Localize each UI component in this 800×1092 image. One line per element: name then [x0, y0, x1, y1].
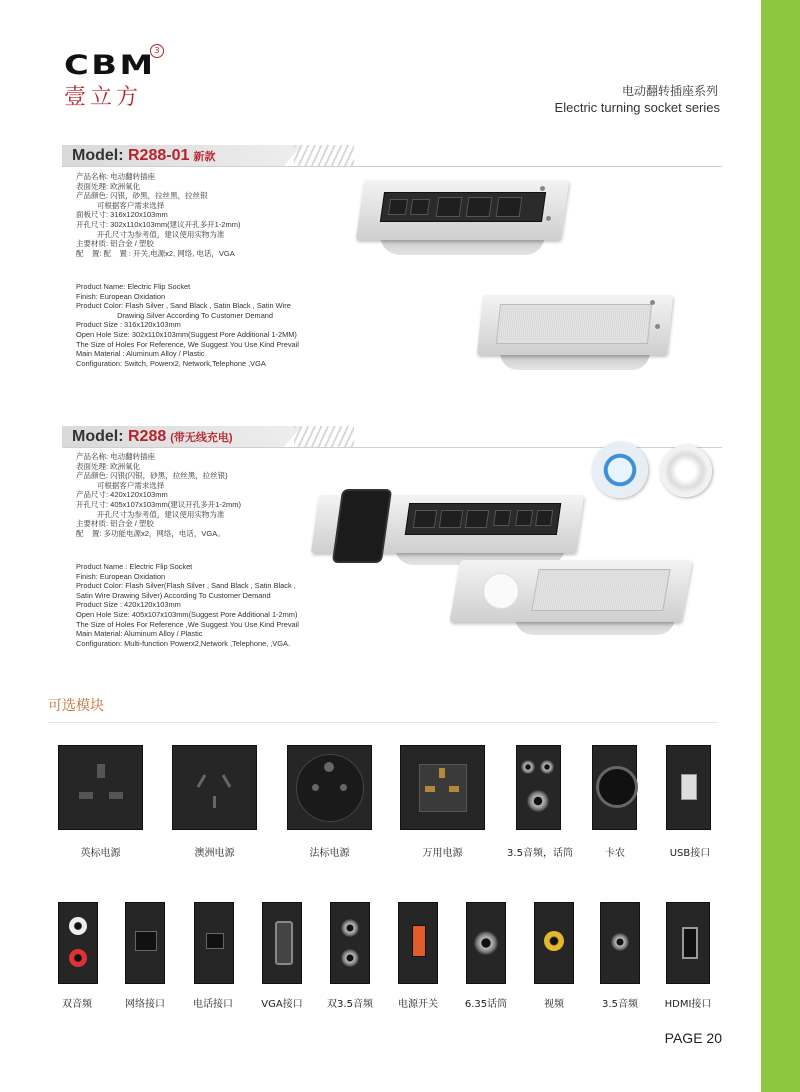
module-label: 6.35话筒	[464, 999, 508, 1010]
section-divider	[48, 722, 718, 723]
au-socket-icon	[172, 745, 257, 830]
module-635-mic	[466, 902, 506, 982]
audio-mic-jack-icon	[516, 745, 561, 830]
module-rca-dual	[58, 902, 98, 982]
module-label: 3.5音频	[602, 999, 638, 1010]
spec-cn: 产品名称: 电动翻转插座 表面处理: 欧洲氧化 产品颜色: 闪银(闪银，砂黑，拉丝黑，拉丝银) 可根据客户需求选择 产品尺寸: 420x120x103mm 开孔尺寸: 405x107x103mm(建议开孔多开1-2mm) 开孔尺寸为参考值，建议使用实物为准 主要材质: 铝合金 / 塑胶 配 置: 多功能电源x2，网络，电话，VGA。	[76, 452, 242, 538]
model-title	[72, 428, 233, 446]
model-title	[72, 147, 215, 165]
module-label: 英标电源	[80, 848, 121, 859]
vga-icon	[262, 902, 302, 984]
logo-cn: 壹立方	[64, 85, 143, 110]
product-image-closed	[480, 290, 680, 385]
modules-section-title: 可选模块	[48, 698, 104, 714]
page-number: PAGE 20	[664, 1030, 722, 1046]
module-power-switch	[398, 902, 438, 982]
35-audio-icon	[600, 902, 640, 984]
module-fr-socket	[287, 745, 372, 830]
rj45-icon	[125, 902, 165, 984]
module-label: 视频	[544, 999, 564, 1010]
model-tag: (带无线充电)	[170, 432, 233, 444]
module-label: HDMI接口	[664, 999, 712, 1010]
module-label: 电话接口	[193, 999, 233, 1010]
side-accent-bar	[761, 0, 800, 1092]
module-universal-socket	[400, 745, 485, 830]
module-label: 万用电源	[422, 848, 463, 859]
model-stripes	[294, 145, 354, 167]
rca-dual-icon	[58, 902, 98, 984]
module-xlr	[592, 745, 637, 830]
module-uk-socket	[58, 745, 143, 830]
logo-mark: 3	[150, 44, 164, 58]
model-code: R288	[128, 428, 167, 445]
module-label: VGA接口	[261, 999, 303, 1010]
series-title-en: Electric turning socket series	[554, 100, 720, 115]
universal-socket-icon	[400, 745, 485, 830]
wireless-charger-bottom-image	[660, 445, 715, 500]
hdmi-icon	[666, 902, 710, 984]
module-label: 3.5音频，话筒	[507, 848, 573, 859]
model-code: R288-01	[128, 147, 190, 164]
module-usb	[666, 745, 711, 830]
power-switch-icon	[398, 902, 438, 984]
model-prefix: Model:	[72, 428, 128, 445]
divider	[62, 166, 722, 167]
module-video-rca	[534, 902, 574, 982]
product-image-closed-wireless	[455, 555, 695, 655]
model-prefix: Model:	[72, 147, 128, 164]
module-dual-35-audio	[330, 902, 370, 982]
model-header-r288-01	[62, 145, 722, 167]
module-rj11	[194, 902, 234, 982]
brand-logo	[62, 46, 172, 110]
module-label: 澳洲电源	[194, 848, 235, 859]
module-label: 网络接口	[125, 999, 165, 1010]
spec-cn: 产品名称: 电动翻转插座 表面处理: 欧洲氧化 产品颜色: 闪银，砂黑，拉丝黑，拉丝银 可根据客户需求选择 面板尺寸: 316x120x103mm 开孔尺寸: 302x110x103mm(建议开孔多开1-2mm) 开孔尺寸为参考值，建议使用实物为准 主要材质: 铝合金 / 塑胶 配 置: 配 置 : 开关,电源x2, 网络, 电话，VGA	[76, 172, 241, 258]
uk-socket-icon	[58, 745, 143, 830]
module-label: 双音频	[62, 999, 92, 1010]
usb-icon	[666, 745, 711, 830]
module-35-audio	[600, 902, 640, 982]
module-vga	[262, 902, 302, 982]
product-image-open	[360, 170, 570, 280]
model-tag: 新款	[193, 151, 216, 163]
module-label: 双3.5音频	[327, 999, 373, 1010]
module-label: 卡农	[605, 848, 625, 859]
video-rca-icon	[534, 902, 574, 984]
module-rj45	[125, 902, 165, 982]
spec-en: Product Name : Electric Flip Socket Finish: European Oxidation Product Color: Flash Silver(Flash Silver , Sand Black , Satin Black , Satin Wire Drawing Silver) According To Customer Demand Product Size : 420x120x103mm Open Hole Size: 405x107x103mm(Suggest Pore Additional 1-2mm) The Size of Holes For Reference ,We Suggest You Use Kind Prevail Main Material: Aluminum Alloy / Plastic Configuration: Multi-function Powerx2,Network ,Telephone, ,VGA.	[76, 562, 299, 648]
module-au-socket	[172, 745, 257, 830]
module-label: 法标电源	[309, 848, 350, 859]
wireless-charger-module-image	[592, 442, 652, 502]
module-label: 电源开关	[398, 999, 438, 1010]
module-label: USB接口	[669, 848, 711, 859]
fr-socket-icon	[287, 745, 372, 830]
xlr-icon	[592, 745, 637, 830]
spec-en: Product Name: Electric Flip Socket Finish: European Oxidation Product Color: Flash Silver , Sand Black , Satin Black , Satin Wire Drawing Silver According To Customer Demand Product Size : 316x120x103mm Open Hole Size: 302x110x103mm(Suggest Pore Additional 1-2MM) The Size of Holes For Reference, We Suggest You Use Kind Prevail Main Material : Aluminum Alloy / Plastic Configuration: Switch, Powerx2, Network,Telephone ,VGA	[76, 282, 299, 368]
module-hdmi	[666, 902, 710, 982]
series-title-cn: 电动翻转插座系列	[621, 84, 718, 98]
635-mic-icon	[466, 902, 506, 984]
model-stripes	[294, 426, 354, 448]
logo-en: CBM	[64, 50, 156, 81]
rj11-icon	[194, 902, 234, 984]
dual-35-audio-icon	[330, 902, 370, 984]
module-audio-mic	[516, 745, 561, 830]
